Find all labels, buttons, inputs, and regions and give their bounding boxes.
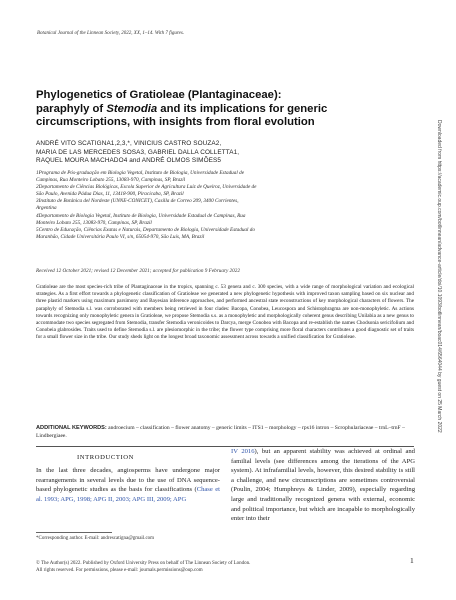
intro-left-text: In the last three decades, angiosperms have undergone major rearrangements in several levels due to the use of DNA sequence-based phylogenetic studies as the basis for classifications ( (36, 467, 220, 494)
intro-right-column (231, 447, 415, 524)
author-list (36, 140, 396, 166)
affiliation-line: Maranhão, Cidade Universitária Paulo VI, s/n, 65054-970, São Luís, MA, Brazil (36, 233, 205, 240)
affiliation-line: São Paulo, Avenida Pádua Dias, 11, 13418-900, Piracicaba, SP, Brazil (36, 191, 184, 198)
corresponding-author-footnote: *Corresponding author. E-mail: andrescatigna@gmail.com (36, 536, 155, 541)
author-line: MARIA DE LAS MERCEDES SOSA3, GABRIEL DALLA COLLETTA1, (36, 148, 240, 156)
title-line: paraphyly of Stemodia and its implications for generic (36, 102, 328, 115)
affiliations (36, 170, 408, 241)
affiliation-line: Argentina (36, 205, 57, 212)
affiliation-line: 3Instituto de Botánica del Nordeste (UNNE-CONICET), Casilla de Correo 209, 3400 Corrientes, (36, 198, 239, 205)
abstract: Gratioleae are the most species-rich tribe of Plantaginaceae in the tropics, spanning c. 53 genera and c. 300 species, with a wide range of morphological variation and ecological strategies. As a first effort towards a phylogenetic classification of Gratioleae we generated a new phylogenetic hypothesis with improved taxon sampling based on six nuclear and three plastid markers using maximum parsimony and Bayesian inference approaches, and performed ancestral state reconstructions of key morphological characters of flowers. The paraphyly of Stemodia s.l. was corroborated with members being retrieved in four clades: Bacopa, Conobea, Leucospora and Schistophragma are non-monophyletic. As actions towards recognizing only monophyletic genera in Gratioleae, we propose Stemodia s.s. as a monophyletic and morphologically coherent genus describing Unilabia as a new genus to accommodate two species segregated from Stemodia, transfer Stemodia veronicoides to Darcya, merge Conobea with Bacopa and re-establish the names Chodsonia sericifolium and Conobeia glabrosides. Traits used to define Stemodia s.l. are plesiomorphic in the tribe; the flower type comprising more floral characters contributes a good diagnostic set of traits for a small flower size in the tribe. Our study sheds light on the longest broad taxonomic assessment across towards a unified classification for Gratioleae. (36, 284, 414, 341)
copyright-line: All rights reserved. For permissions, please e-mail: journals.permissions@oup.com (36, 568, 203, 573)
page-number: 1 (410, 556, 414, 565)
affiliation-line: 4Departamento de Biologia Vegetal, Instituto de Biologia, Universidade Estadual de Campinas, Rua (36, 212, 246, 219)
footnote-divider (36, 532, 112, 533)
affiliation-line: 1Programa de Pós-graduação em Biologia Vegetal, Instituto de Biologia, Universidade Estadual de (36, 170, 244, 176)
intro-left-column (36, 466, 220, 504)
title-line: Phylogenetics of Gratioleae (Plantaginaceae): (36, 89, 282, 101)
keywords-label: ADDITIONAL KEYWORDS: (36, 425, 107, 431)
citation-link[interactable]: IV 2016 (231, 448, 255, 455)
copyright-notice (36, 560, 416, 574)
download-watermark-text: Downloaded from https://academic.oup.com/botlinnean/advance-article/doi/10.1093/botlinnean/boac014/6564044 by guest on 25 March 2022 (436, 120, 442, 433)
title-line: circumscriptions, with insights from floral evolution (36, 116, 315, 128)
affiliation-line: Monteiro Lobato 255, 13083-970, Campinas, SP, Brazil (36, 219, 152, 226)
keywords-text: androecium – classification – flower anatomy – generic limits – ITS1 – morphology – rps16 intron – Scrophulariaceae – trnL–trnF – Lindbergiaee. (36, 425, 405, 439)
article-title (36, 89, 400, 130)
citation-link[interactable]: Chase et al. 1993; APG, 1998; APG II, 2003; APG III, 2009; APG (36, 486, 220, 503)
author-line: RAQUEL MOURA MACHADO4 and ANDRÉ OLMOS SIMÕES5 (36, 157, 222, 165)
affiliation-line: Campinas, Rua Monteiro Lobato 255, 13083-970, Campinas, SP, Brazil (36, 177, 186, 184)
journal-citation: Botanical Journal of the Linnean Society, 2022, XX, 1–14. With 7 figures. (37, 31, 185, 36)
affiliation-line: 5Centro de Educação, Ciências Exatas e Naturais, Departamento de Biologia, Universidade Estadual do (36, 226, 255, 233)
genus-name: Stemodia (106, 102, 158, 115)
download-watermark (432, 120, 444, 590)
affiliation-line: 2Departamento de Ciências Biológicas, Escola Superior de Agricultura Luiz de Queiroz, Universidade de (36, 184, 257, 191)
copyright-line: © The Author(s) 2022. Published by Oxford University Press on behalf of The Linnean Society of London. (36, 561, 251, 566)
introduction-heading: INTRODUCTION (77, 454, 135, 461)
received-dates: Received 12 October 2021; revised 12 December 2021; accepted for publication 9 February 2022 (36, 268, 240, 274)
intro-right-text: ), but an apparent stability was achieved at ordinal and familial levels (see differences among the iterations of the APG system). At infrafamilial levels, however, this desired stability is still a challenge, and new circumscriptions are sometimes controversial (Poulin, 2004; Humphreys & Linder, 2009), especially regarding large and traditionally recognized genera with external, economic and political importance, but which are incapable to morphologically enter into their (231, 448, 415, 523)
additional-keywords (36, 424, 414, 440)
author-line: ANDRÉ VITO SCATIGNA1,2,3,*, VINICIUS CASTRO SOUZA2, (36, 140, 222, 147)
